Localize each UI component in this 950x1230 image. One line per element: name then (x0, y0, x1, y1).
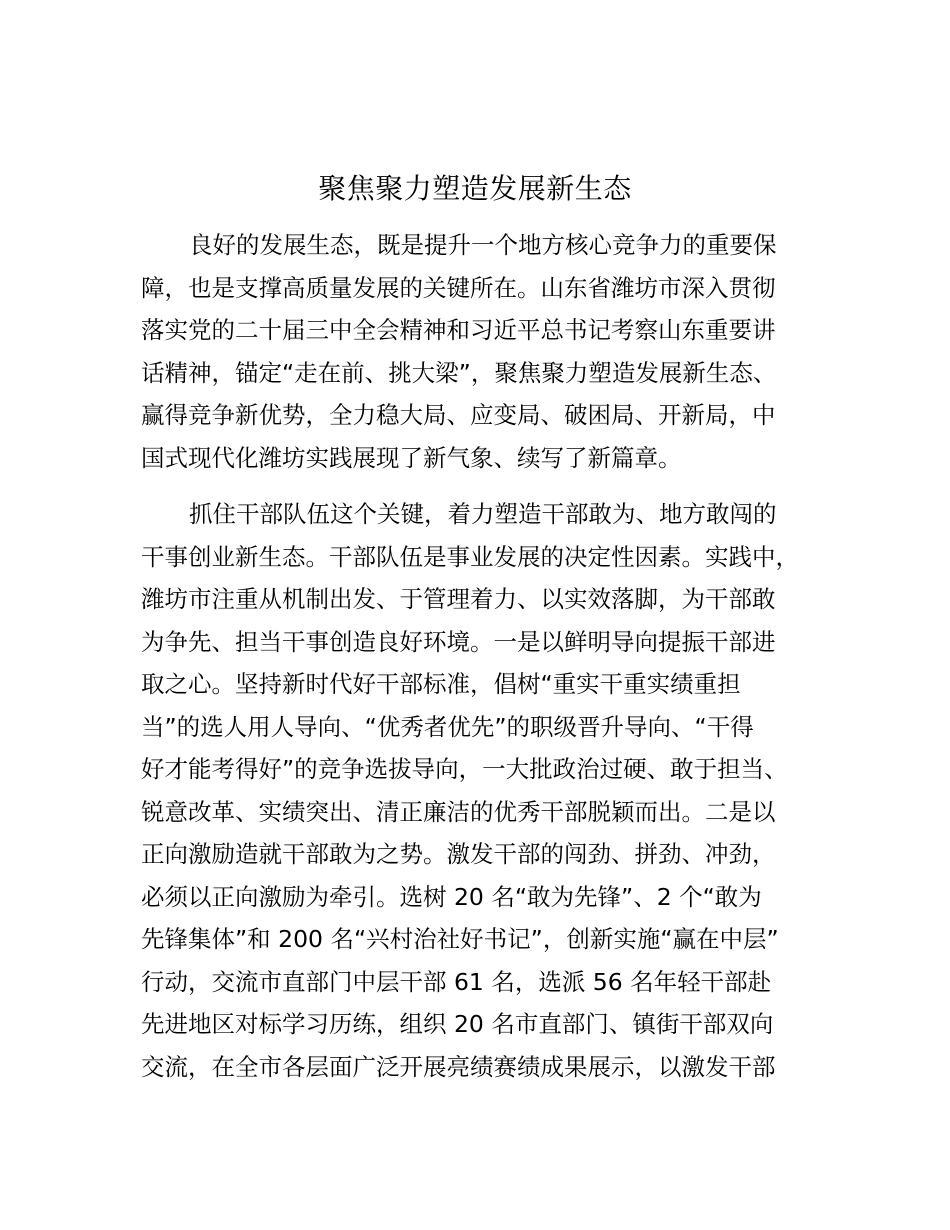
paragraph-line: 国式现代化潍坊实践展现了新气象、续写了新篇章。 (141, 443, 682, 472)
paragraph-line: 正向激励造就干部敢为之势。激发干部的闯劲、拼劲、冲劲， (141, 840, 776, 868)
paragraph-line: 行动，交流市直部门中层干部 61 名，选派 56 名年轻干部赴 (141, 967, 772, 996)
paragraph-line: 话精神，锚定“走在前、挑大梁”，聚焦聚力塑造发展新生态、 (141, 358, 777, 387)
paragraph-line: 锐意改革、实绩突出、清正廉洁的优秀干部脱颖而出。二是以 (141, 797, 776, 826)
paragraph-1 (141, 224, 831, 479)
paragraph-line: 落实党的二十届三中全会精神和习近平总书记考察山东重要讲 (141, 316, 776, 344)
paragraph-line: 先锋集体”和 200 名“兴村治社好书记”，创新实施“赢在中层” (141, 925, 779, 953)
paragraph-line: 干事创业新生态。干部队伍是事业发展的决定性因素。实践中， (141, 542, 799, 571)
paragraph-line: 必须以正向激励为牵引。选树 20 名“敢为先锋”、2 个“敢为 (141, 882, 762, 911)
paragraph-line: 障，也是支撑高质量发展的关键所在。山东省潍坊市深入贯彻 (141, 273, 776, 302)
paragraph-line: 赢得竞争新优势，全力稳大局、应变局、破困局、开新局，中 (141, 401, 776, 429)
paragraph-line: 潍坊市注重从机制出发、于管理着力、以实效落脚，为干部敢 (141, 585, 776, 613)
paragraph-line: 抓住干部队伍这个关键，着力塑造干部敢为、地方敢闯的 (189, 500, 777, 528)
paragraph-line: 良好的发展生态，既是提升一个地方核心竞争力的重要保 (189, 231, 777, 259)
paragraph-line: 为争先、担当干事创造良好环境。一是以鲜明导向提振干部进 (141, 627, 776, 656)
paragraph-line: 当”的选人用人导向、“优秀者优先”的职级晋升导向、“干得 (141, 712, 754, 741)
paragraph-line: 好才能考得好”的竞争选拔导向，一大批政治过硬、敢于担当、 (141, 755, 788, 783)
paragraph-line: 交流，在全市各层面广泛开展亮绩赛绩成果展示，以激发干部 (141, 1052, 776, 1081)
paragraph-line: 先进地区对标学习历练，组织 20 名市直部门、镇街干部双向 (141, 1010, 774, 1038)
paragraph-line: 取之心。坚持新时代好干部标准，倡树“重实干重实绩重担 (141, 670, 741, 698)
document-title: 聚焦聚力塑造发展新生态 (318, 172, 632, 205)
paragraph-2 (141, 493, 831, 1088)
